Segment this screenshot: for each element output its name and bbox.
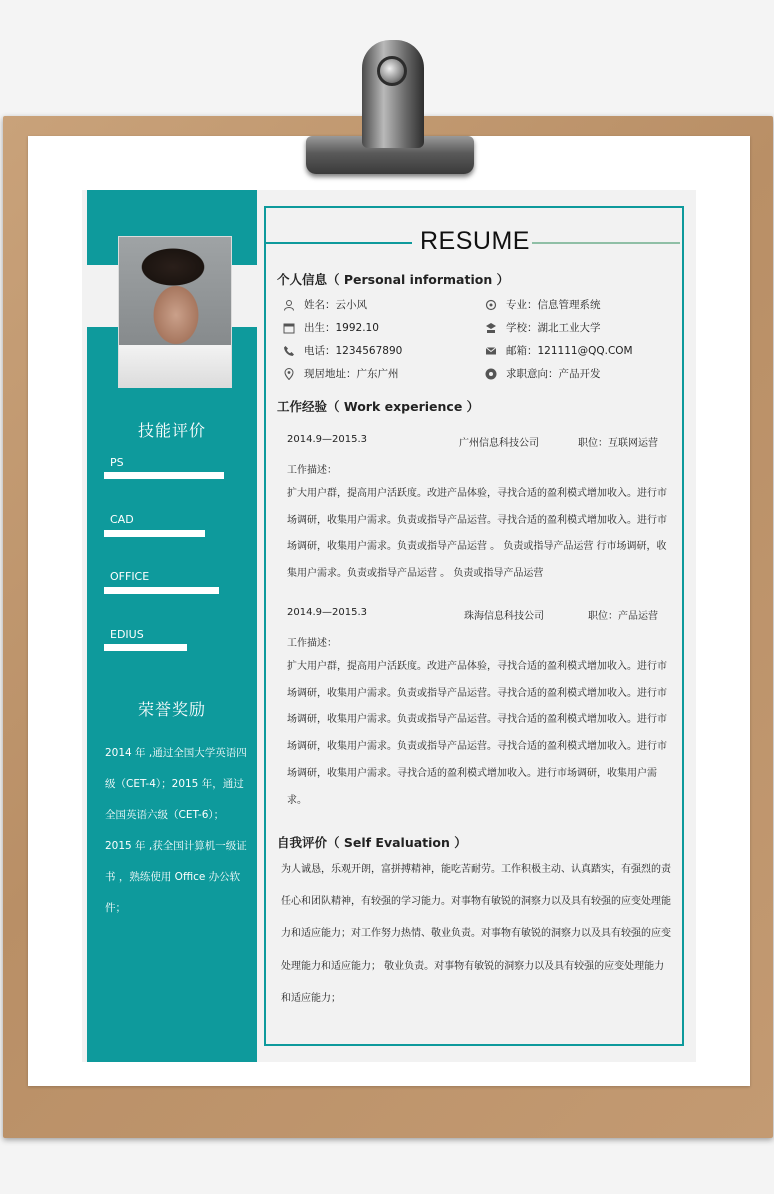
profile-photo <box>118 236 232 388</box>
honors-text: 2014 年 ,通过全国大学英语四级（CET-4）；2015 年，通过全国英语六级（CET-6）；2015 年 ,获全国计算机一级证书 ，熟练使用 Office 办公软件； <box>105 747 247 914</box>
skill-bar-office <box>104 587 219 594</box>
mail-icon <box>485 345 497 357</box>
skill-bar-edius <box>104 644 187 651</box>
info-name <box>283 297 367 312</box>
job2-description: 扩大用户群，提高用户活跃度。改进产品体验，寻找合适的盈利模式增加收入。进行市场调研，收集用户需求。负责或指导产品运营。寻找合适的盈利模式增加收入。进行市场调研，收集用户需求。负责或指导产品运营。寻找合适的盈利模式增加收入。进行市场调研，收集用户需求。负责或指导产品运营。寻找合适的盈利模式增加收入。进行市场调研，收集用户需求。寻找合适的盈利模式增加收入。进行市场调研，收集用户需求。 <box>287 661 667 806</box>
job2-period: 2014.9—2015.3 <box>287 607 367 618</box>
info-phone <box>283 343 402 358</box>
job2-company: 珠海信息科技公司 <box>464 611 544 622</box>
info-birth-text: 出生：1992.10 <box>304 322 379 334</box>
self-evaluation-text: 为人诚恳，乐观开朗，富拼搏精神，能吃苦耐劳。工作积极主动、认真踏实，有强烈的责任心和团队精神，有较强的学习能力。对事物有敏锐的洞察力以及具有较强的应变处理能力和适应能力；对工作努力热情、敬业负责。对事物有敏锐的洞察力以及具有较强的应变处理能力和适应能力； 敬业负责。对事物有敏锐的洞察力以及具有较强的应变处理能力和适应能力； <box>281 864 671 1004</box>
title-line-left <box>266 242 412 244</box>
job2-desc-label: 工作描述： <box>287 638 337 649</box>
info-intent <box>485 366 601 381</box>
job1-period: 2014.9—2015.3 <box>287 434 367 445</box>
info-mail-text: 邮箱：121111@QQ.COM <box>506 345 633 357</box>
skill-bar-cad <box>104 530 205 537</box>
skill-label-edius: EDIUS <box>110 628 144 641</box>
user-icon <box>283 299 295 311</box>
info-address-text: 现居地址：广东广州 <box>304 368 399 380</box>
major-icon <box>485 299 497 311</box>
job2-position: 职位：产品运营 <box>588 611 658 622</box>
info-phone-text: 电话：1234567890 <box>304 345 403 357</box>
info-name-text: 姓名：云小风 <box>304 299 367 311</box>
info-birth <box>283 320 379 335</box>
clip-hole <box>377 56 407 86</box>
personal-heading: 个人信息（ Personal information ） <box>277 272 510 287</box>
info-school <box>485 320 601 335</box>
info-major <box>485 297 601 312</box>
skill-label-office: OFFICE <box>110 570 150 583</box>
title-line-right <box>532 242 680 244</box>
skill-label-cad: CAD <box>110 513 134 526</box>
info-intent-text: 求职意向：产品开发 <box>506 368 601 380</box>
info-address <box>283 366 399 381</box>
job1-desc-label: 工作描述： <box>287 465 337 476</box>
job1-description: 扩大用户群，提高用户活跃度。改进产品体验，寻找合适的盈利模式增加收入。进行市场调研，收集用户需求。负责或指导产品运营。寻找合适的盈利模式增加收入。进行市场调研，收集用户需求。负责或指导产品运营 。 负责或指导产品运营 行市场调研，收集用户需求。负责或指导产品运营 。 负责或指导产品运营 <box>287 488 667 580</box>
self-heading: 自我评价（ Self Evaluation ） <box>277 835 467 850</box>
skill-label-ps: PS <box>110 456 124 469</box>
honors-title: 荣誉奖励 <box>137 700 206 719</box>
job1-position: 职位：互联网运营 <box>578 438 658 449</box>
target-icon <box>485 368 497 380</box>
info-school-text: 学校：湖北工业大学 <box>506 322 601 334</box>
resume-title: RESUME <box>420 227 530 255</box>
info-mail <box>485 343 633 358</box>
info-major-text: 专业：信息管理系统 <box>506 299 601 311</box>
calendar-icon <box>283 322 295 334</box>
phone-icon <box>283 345 295 357</box>
school-icon <box>485 322 497 334</box>
skills-title: 技能评价 <box>137 421 206 440</box>
job1-company: 广州信息科技公司 <box>459 438 539 449</box>
location-icon <box>283 368 295 380</box>
skill-bar-ps <box>104 472 224 479</box>
work-heading: 工作经验（ Work experience ） <box>277 399 480 414</box>
